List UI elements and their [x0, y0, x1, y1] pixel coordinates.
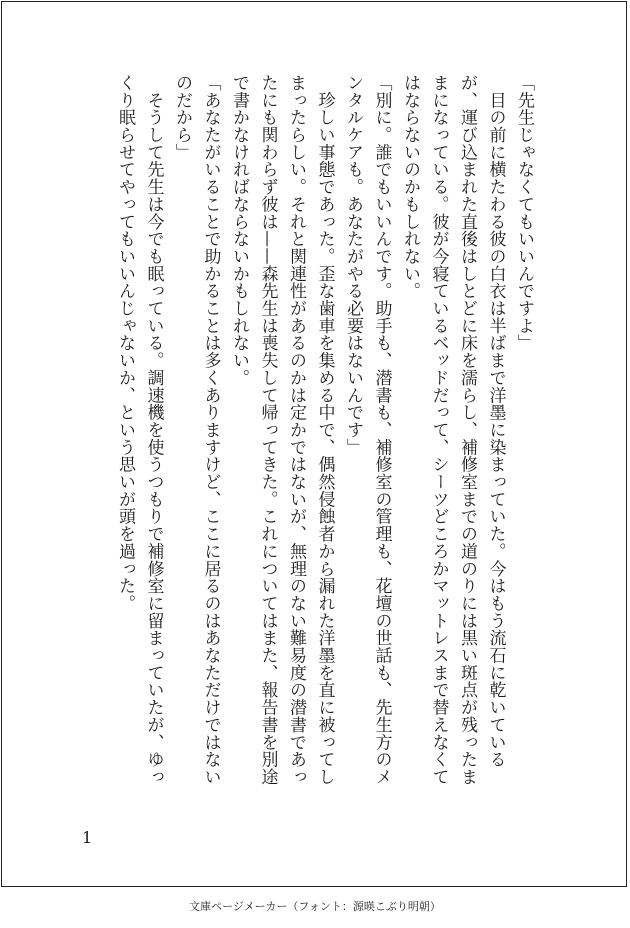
paragraph: そうして先生は今でも眠っている。調速機を使うつもりで補修室に留まっていたが、ゆっくり眠らせてやってもいいんじゃないか、という思いが頭を過った。: [115, 74, 164, 786]
paragraph: 「あなたがいることで助かることは多くありますけど、ここに居るのはあなただけではないのだから」: [172, 74, 221, 786]
book-page: [1, 1, 627, 887]
paragraph: 「別に。誰でもいいんです。助手も、潜書も、補修室の管理も、花壇の世話も、先生方のメンタルケアも。あなたがやる必要はないんです」: [343, 74, 392, 786]
paragraph: 珍しい事態であった。歪な歯車を集める中で、偶然侵蝕者から漏れた洋墨を直に被ってしまったらしい。それと関連性があるのかは定かではないが、無理のない難易度の潜書であったにも関わらず彼は——森先生は喪失して帰ってきた。これについてはまた、報告書を別途で書かなければならないかもしれない。: [229, 74, 335, 786]
page-number: 1: [82, 828, 93, 847]
footer-credit: 文庫ページメーカー（フォント：源暎こぶり明朝）: [189, 900, 441, 913]
paragraph: 目の前に横たわる彼の白衣は半ばまで洋墨に染まっていた。今はもう流石に乾いているが、運び込まれた直後はしとどに床を濡らし、補修室までの道のりには黒い斑点が残ったままになっている。彼が今寝ているベッドだって、シーツどころかマットレスまで替えなくてはならないのかもしれない。: [400, 74, 506, 786]
vertical-body-text: [111, 74, 539, 794]
paragraph: 「先生じゃなくてもいいんですよ」: [514, 74, 534, 352]
